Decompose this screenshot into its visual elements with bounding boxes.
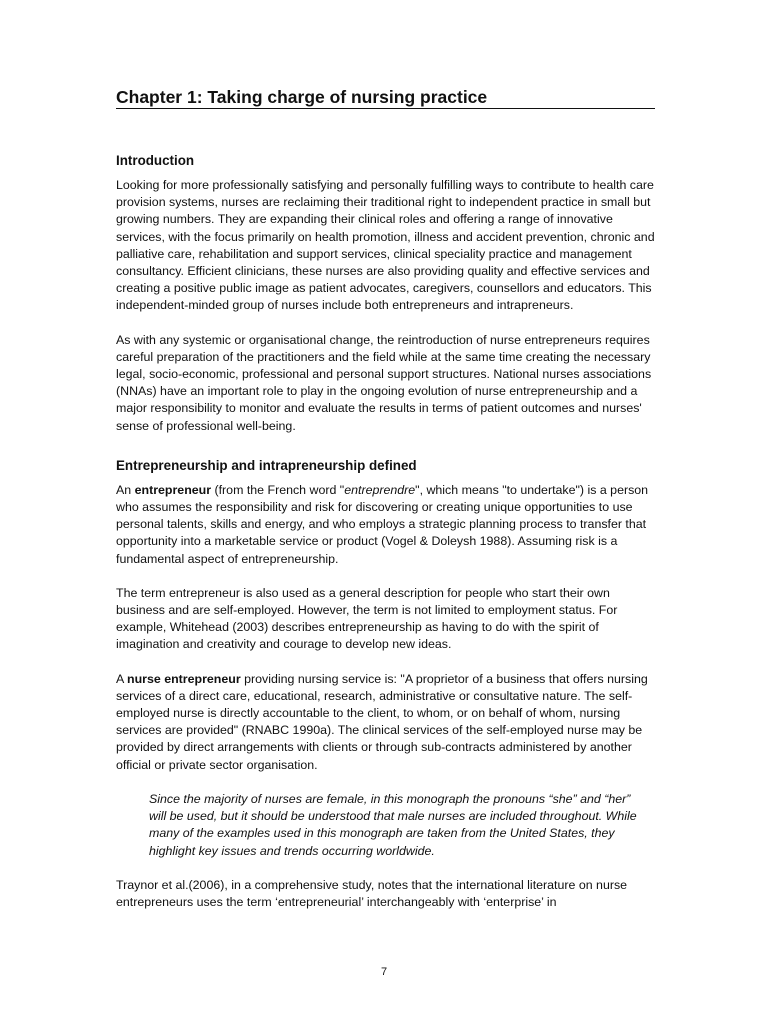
- body-content: [116, 152, 660, 928]
- paragraph-text: providing nursing service is: "A proprietor of a business that offers nursing services of a direct care, educational, research, administrative or consultative nature. The self-employed nurse is directly accountable to the client, to whom, or on behalf of whom, nursing services are provided" (RNABC 1990a). The clinical services of the self-employed nurse may be provided by direct arrangements with clients or through sub-contracts administered by another official or private sector organisation.: [116, 671, 648, 772]
- introduction-paragraph-1: Looking for more professionally satisfying and personally fulfilling ways to contribute to health care provision systems, nurses are reclaiming their traditional right to independent practice in small but growing numbers. They are expanding their clinical roles and offering a range of innovative services, with the focus primarily on health promotion, illness and accident prevention, chronic and palliative care, rehabilitation and support services, clinical speciality practice and management consultancy. Efficient clinicians, these nurses are also providing quality and effective services and creating a positive public image as patient advocates, caregivers, counsellors and educators. This independent-minded group of nurses include both entrepreneurs and intrapreneurs.: [116, 178, 655, 313]
- definitions-heading: Entrepreneurship and intrapreneurship defined: [116, 457, 417, 473]
- chapter-title: Chapter 1: Taking charge of nursing practice: [116, 86, 655, 109]
- introduction-paragraph-2: As with any systemic or organisational change, the reintroduction of nurse entrepreneurs requires careful preparation of the practitioners and the field while at the same time creating the necessary legal, socio-economic, professional and personal support structures. National nurses associations (NNAs) have an important role to play in the ongoing evolution of nurse entrepreneurship and a major responsibility to monitor and evaluate the results in terms of patient outcomes and nurses' sense of professional well-being.: [116, 332, 652, 433]
- paragraph-text: A: [116, 671, 128, 686]
- page-number: 7: [380, 966, 388, 978]
- term-nurse-entrepreneur: nurse entrepreneur: [127, 671, 241, 686]
- nurse-entrepreneur-paragraph: [116, 671, 660, 774]
- gender-note: Since the majority of nurses are female, in this monograph the pronouns “she” and “her” will be used, but it should be understood that male nurses are included throughout. While many of the examples used in this monograph are taken from the United States, they highlight key issues and trends occurring worldwide.: [149, 791, 637, 858]
- traynor-paragraph: Traynor et al.(2006), in a comprehensive study, notes that the international literature on nurse entrepreneurs uses the term ‘entrepreneurial’ interchangeably with ‘enterprise’ in: [116, 877, 628, 909]
- entrepreneur-general-paragraph: The term entrepreneur is also used as a general description for people who start their own business and are self-employed. However, the term is not limited to employment status. For example, Whitehead (2003) describes entrepreneurship as having to do with the spirit of imagination and creativity and courage to develop new ideas.: [116, 585, 618, 652]
- paragraph-text: (from the French word ": [211, 482, 345, 497]
- french-word: entreprendre: [344, 482, 416, 497]
- term-entrepreneur: entrepreneur: [134, 482, 212, 497]
- introduction-heading: Introduction: [116, 153, 195, 168]
- entrepreneur-definition-paragraph: [116, 482, 660, 568]
- paragraph-text: An: [116, 482, 135, 497]
- paragraph-text: ", which means "to undertake") is a person who assumes the responsibility and risk for discovering or creating unique opportunities to use personal talents, skills and energy, and who employs a strategic planning process to transfer that opportunity into a marketable service or product (Vogel & Doleysh 1988). Assuming risk is a fundamental aspect of entrepreneurship.: [116, 482, 649, 566]
